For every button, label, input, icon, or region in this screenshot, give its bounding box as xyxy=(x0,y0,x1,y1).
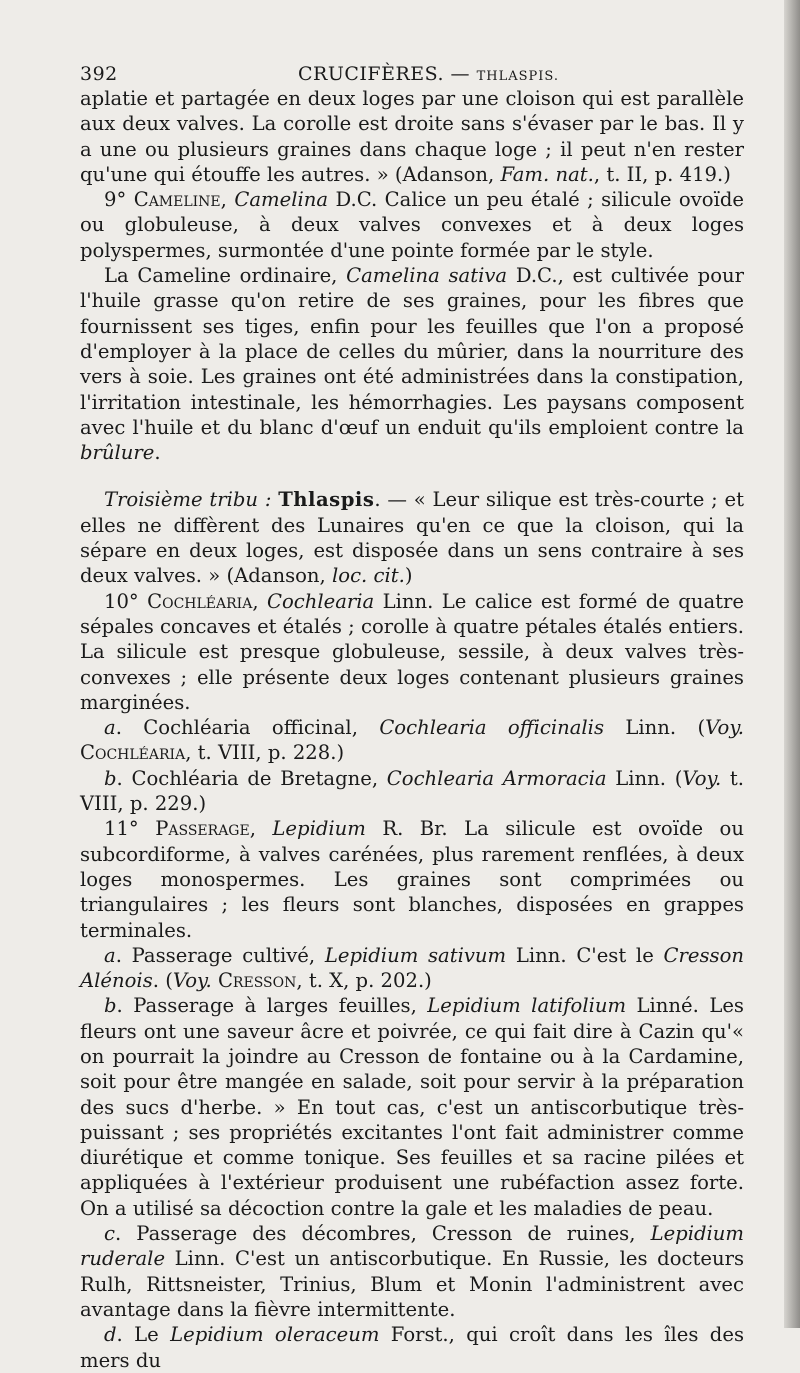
text: R. Br. La silicule est ovoïde ou subcordiforme, à valves carénées, plus rarement renflées, à deux loges monospermes. Les graines sont comprimées ou triangulaires ; les fleurs sont blanches, disposées en grappes terminales. xyxy=(80,817,744,942)
text: , xyxy=(252,589,267,613)
section-gap xyxy=(80,465,744,487)
italic-text: Voy. xyxy=(705,716,745,740)
italic-text: Lepidium latifolium xyxy=(427,994,627,1018)
text: 11° xyxy=(104,817,156,841)
header-dash: — xyxy=(444,63,477,85)
small-caps-text: Cresson xyxy=(217,969,297,993)
text: 10° xyxy=(104,589,148,613)
text: . Passerage des décombres, Cresson de ruines, xyxy=(114,1222,651,1246)
italic-text: Voy. xyxy=(172,969,212,993)
text: Linn. ( xyxy=(606,766,683,790)
text: La Cameline ordinaire, xyxy=(104,264,347,288)
text: D.C. Calice un peu étalé ; silicule ovoïde ou globuleuse, à deux valves convexes et à deux loges polyspermes, surmontée d'une pointe formée par le style. xyxy=(80,188,744,262)
text: . — « Leur silique est très-courte ; et elles ne diffèrent des Lunaires qu'en ce que la cloison, qui la sépare en deux loges, est disposée dans un sens contraire à ses deux valves. » (Adanson, xyxy=(80,488,744,588)
italic-text: Cochlearia xyxy=(266,589,375,613)
running-header xyxy=(80,56,744,86)
italic-text: Lepidium oleraceum xyxy=(170,1323,380,1347)
paragraph-adanson-quote xyxy=(80,86,744,187)
text: , t. II, p. 419.) xyxy=(593,162,731,186)
text: 9° xyxy=(104,188,134,212)
italic-text: Lepidium xyxy=(272,817,366,841)
small-caps-text: Cochléaria xyxy=(80,741,186,765)
running-title xyxy=(298,62,559,89)
small-caps-text: Cochléaria xyxy=(147,589,253,613)
paragraph-cochlearia-a xyxy=(80,715,744,766)
text: aplatie et partagée en deux loges par une cloison qui est parallèle aux deux valves. La corolle est droite sans s'évaser par le bas. Il y a une ou plusieurs graines dans chaque loge ; il peut n'en rester qu'une qui étouffe les autres. » (Adanson, xyxy=(80,87,744,186)
small-caps-text: Cameline xyxy=(133,188,221,212)
page-edge-shadow xyxy=(784,0,800,1328)
italic-text: a xyxy=(104,943,116,967)
italic-text: brûlure xyxy=(80,441,155,465)
small-caps-text: Passerage xyxy=(155,817,250,841)
paragraph-passerage-b xyxy=(80,993,744,1221)
text: Linn. C'est le xyxy=(506,943,664,967)
text: Linné. Les fleurs ont une saveur âcre et poivrée, ce qui fait dire à Cazin qu'« on pourrait la joindre au Cresson de fontaine ou à la Cardamine, soit pour être mangée en salade, soit pour servir à la préparation des sucs d'herbe. » En tout cas, c'est un antiscorbutique très-puissant ; ses propriétés excitantes l'ont fait administrer comme diurétique et comme tonique. Ses feuilles et sa racine pilées et appliquées à l'extérieur produisent une rubéfaction assez forte. On a utilisé sa décoction contre la gale et les maladies de peau. xyxy=(80,994,744,1220)
italic-text: b xyxy=(104,994,117,1018)
text: , xyxy=(249,817,273,841)
italic-text: Lepidium sativum xyxy=(324,943,507,967)
text: t. VIII, p. 229.) xyxy=(80,766,744,816)
text: . Le xyxy=(116,1323,171,1347)
text: , xyxy=(220,188,235,212)
text: D.C., est cultivée pour l'huile grasse qu'on retire de ses graines, pour les fibres que fournissent ses tiges, enfin pour les feuilles que l'on a proposé d'employer à la place de celles du mûrier, dans la nourriture des vers à soie. Les graines ont été administrées dans la constipation, l'irritation intestinale, les hémorrhagies. Les paysans composent avec l'huile et du blanc d'œuf un enduit qu'ils emploient contre la xyxy=(80,264,744,439)
text: , t. X, p. 202.) xyxy=(296,969,432,993)
italic-text: Camelina xyxy=(234,188,329,212)
paragraph-cochlearia-b xyxy=(80,766,744,817)
text: . ( xyxy=(152,969,173,993)
italic-text: c xyxy=(104,1222,115,1246)
text: Linn. C'est un antiscorbutique. En Russie, les docteurs Rulh, Rittsneister, Trinius, Blum et Monin l'administrent avec avantage dans la fièvre intermittente. xyxy=(80,1247,744,1321)
text: Linn. Le calice est formé de quatre sépales concaves et étalés ; corolle à quatre pétales étalés entiers. La silicule est presque globuleuse, sessile, à deux valves très-convexes ; elle présente deux loges contenant plusieurs graines marginées. xyxy=(80,589,744,714)
italic-text: loc. cit. xyxy=(332,564,405,588)
text: . Passerage cultivé, xyxy=(115,943,325,967)
paragraph-passerage-d xyxy=(80,1322,744,1373)
italic-text: Voy. xyxy=(682,766,722,790)
italic-text: Cresson Alénois xyxy=(80,943,744,993)
text: . Cochléaria officinal, xyxy=(115,716,380,740)
italic-text: Troisième tribu : xyxy=(104,488,279,512)
paragraph-cameline xyxy=(80,187,744,263)
italic-text: Fam. nat. xyxy=(500,162,594,186)
bold-text: Thlaspis xyxy=(278,488,375,512)
paragraph-cameline-ordinaire xyxy=(80,263,744,465)
header-title: CRUCIFÈRES. xyxy=(298,63,445,85)
text: . xyxy=(154,441,161,465)
paragraph-passerage-a xyxy=(80,943,744,994)
text: Linn. ( xyxy=(604,716,706,740)
page-number: 392 xyxy=(80,63,118,85)
text: Forst., qui croît dans les îles des mers du xyxy=(80,1323,744,1372)
italic-text: d xyxy=(104,1323,117,1347)
text: ) xyxy=(404,564,413,588)
italic-text: Camelina sativa xyxy=(346,264,508,288)
book-page xyxy=(80,56,744,1373)
paragraph-passerage-c xyxy=(80,1221,744,1322)
text: . Cochléaria de Bretagne, xyxy=(116,766,387,790)
italic-text: a xyxy=(104,716,116,740)
paragraph-troisieme-tribu xyxy=(80,487,744,588)
italic-text: Cochlearia Armoracia xyxy=(386,766,607,790)
italic-text: Cochlearia officinalis xyxy=(379,716,605,740)
paragraph-cochlearia xyxy=(80,589,744,715)
header-subtitle: THLASPIS. xyxy=(476,69,560,84)
text: . Passerage à larges feuilles, xyxy=(116,994,428,1018)
italic-text: Lepidium ruderale xyxy=(80,1222,744,1271)
paragraph-passerage xyxy=(80,816,744,942)
text: , t. VIII, p. 228.) xyxy=(185,741,345,765)
italic-text: b xyxy=(104,766,117,790)
